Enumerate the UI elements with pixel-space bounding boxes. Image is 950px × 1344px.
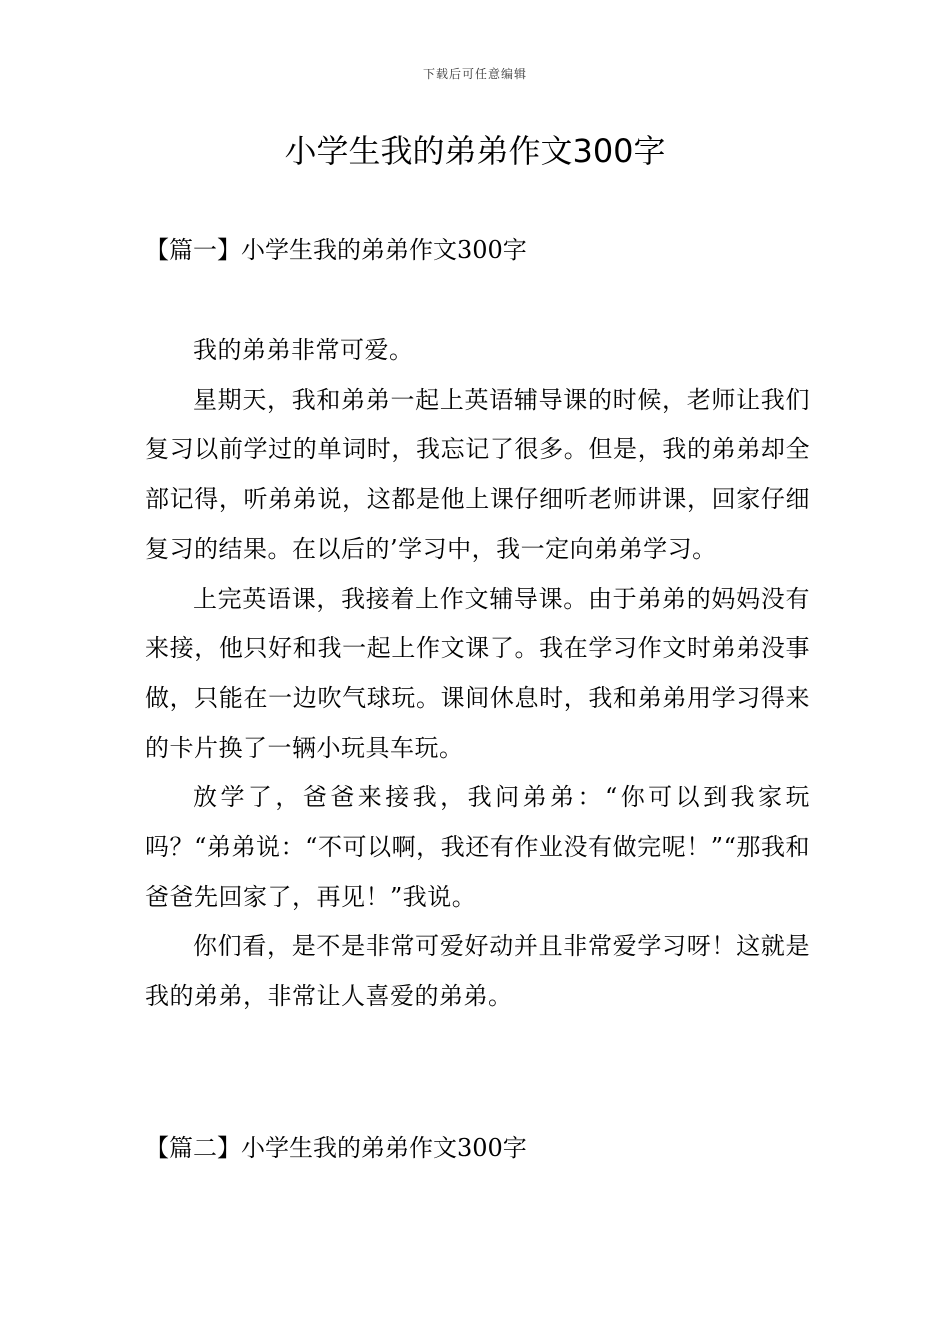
header-note: 下载后可任意编辑 <box>422 67 527 81</box>
paragraph: 我的弟弟非常可爱。 <box>193 336 414 364</box>
section-heading-2: 【篇二】小学生我的弟弟作文300字 <box>145 1134 527 1162</box>
paragraph: 放学了，爸爸来接我，我问弟弟：“你可以到我家玩吗？“弟弟说：“不可以啊，我还有作业没有做完呢！”“那我和爸爸先回家了，再见！”我说。 <box>145 783 810 911</box>
section-heading-1: 【篇一】小学生我的弟弟作文300字 <box>145 236 527 264</box>
paragraph: 上完英语课，我接着上作文辅导课。由于弟弟的妈妈没有来接，他只好和我一起上作文课了。我在学习作文时弟弟没事做，只能在一边吹气球玩。课间休息时，我和弟弟用学习得来的卡片换了一辆小玩具车玩。 <box>145 584 810 762</box>
paragraph: 你们看，是不是非常可爱好动并且非常爱学习呀！这就是我的弟弟，非常让人喜爱的弟弟。 <box>145 932 810 1011</box>
paragraph: 星期天，我和弟弟一起上英语辅导课的时候，老师让我们复习以前学过的单词时，我忘记了很多。但是，我的弟弟却全部记得，听弟弟说，这都是他上课仔细听老师讲课，回家仔细复习的结果。在以后的’学习中，我一定向弟弟学习。 <box>145 385 810 563</box>
document-title: 小学生我的弟弟作文300字 <box>284 132 666 170</box>
section-1-body <box>145 326 810 1022</box>
